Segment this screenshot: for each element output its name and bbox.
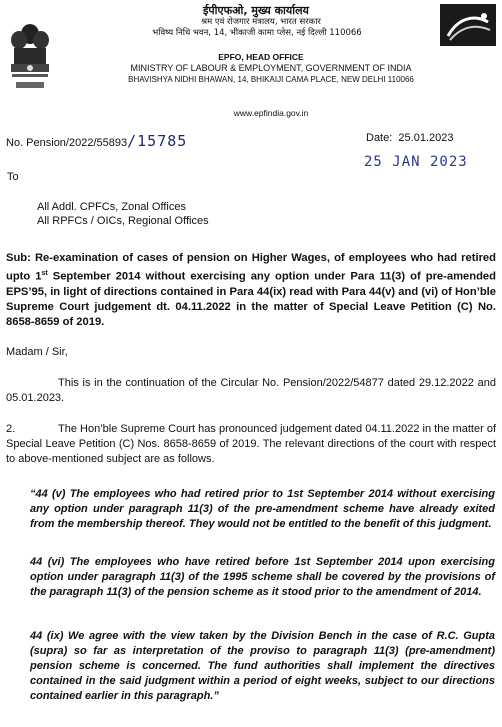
- paragraph-number: 2.: [6, 423, 16, 435]
- reference-number: [6, 132, 187, 150]
- judgement-quote-44ix: 44 (ix) We agree with the view taken by the Division Bench in the case of R.C. Gupta (supra) so far as interpretation of the proviso to paragraph 11(3) (pre-amendment) pension scheme is concerned. The fund authorities shall implement the directives contained in the said judgment within a period of eight weeks, subject to our directions contained earlier in this paragraph.”: [30, 630, 495, 702]
- judgement-quote-44v: “44 (v) The employees who had retired prior to 1st September 2014 without exercising any option under paragraph 11(3) of the pre-amendment scheme have already exited from the membership thereof. They would not be entitled to the benefit of this judgment.: [30, 488, 495, 530]
- date-label: Date:: [366, 132, 393, 144]
- letterhead: [0, 0, 502, 125]
- subject-text-part1: Sub: Re-examination of cases of pension on Higher Wages, of employees who had retired upto 1: [6, 252, 496, 283]
- hindi-ministry: श्रम एवं रोजगार मंत्रालय, भारत सरकार: [201, 17, 321, 27]
- website-link[interactable]: www.epfindia.gov.in: [233, 108, 309, 118]
- hindi-office-title: ईपीएफओ, मुख्य कार्यालय: [203, 4, 309, 17]
- office-title: EPFO, HEAD OFFICE: [218, 52, 304, 62]
- hindi-address: भविष्य निधि भवन, 14, भीकाजी कामा प्लेस, नई दिल्ली 110066: [152, 28, 362, 38]
- addressee-line: All Addl. CPFCs, Zonal Offices: [37, 201, 186, 213]
- subject-line: [6, 251, 496, 330]
- date-value: 25.01.2023: [398, 132, 454, 144]
- reference-handwritten: /15785: [127, 132, 188, 150]
- to-label: To: [7, 171, 19, 183]
- subject-superscript: st: [41, 270, 48, 277]
- judgement-quote-44vi: 44 (vi) The employees who have retired before 1st September 2014 upon exercising option under paragraph 11(3) of the 1995 scheme shall be covered by the provisions of the paragraph 11(3) of the pension scheme as it stood prior to the amendment of 2014.: [30, 556, 495, 598]
- paragraph-2: [6, 422, 496, 467]
- office-address: BHAVISHYA NIDHI BHAWAN, 14, BHIKAIJI CAMA PLACE, NEW DELHI 110066: [128, 75, 414, 84]
- reference-typed: No. Pension/2022/55893: [6, 137, 128, 149]
- salutation: Madam / Sir,: [6, 346, 68, 358]
- letter-date: [366, 132, 453, 144]
- paragraph-1: This is in the continuation of the Circular No. Pension/2022/54877 dated 29.12.2022 and 05.01.2023.: [6, 377, 496, 404]
- subject-text-part2: September 2014 without exercising any option under Para 11(3) of pre-amended EPS’95, in light of directions contained in Para 44(ix) read with Para 44(v) and (vi) of Hon’ble Supreme Court judgement dt. 04.11.2022 in the matter of Special Leave Petition (C) No. 8658-8659 of 2019.: [6, 270, 496, 328]
- ministry-name: MINISTRY OF LABOUR & EMPLOYMENT, GOVERNMENT OF INDIA: [130, 63, 412, 73]
- paragraph-2-text: The Hon’ble Supreme Court has pronounced judgement dated 04.11.2022 in the matter of Special Leave Petition (C) Nos. 8658-8659 of 2019. The relevant directions of the court with respect to above-mentioned subject are as follows.: [6, 423, 496, 465]
- addressee-list: [37, 200, 209, 228]
- received-date-stamp: 25 JAN 2023: [364, 154, 468, 170]
- addressee-line: All RPFCs / OICs, Regional Offices: [37, 215, 209, 227]
- epfo-logo-icon: [440, 4, 496, 46]
